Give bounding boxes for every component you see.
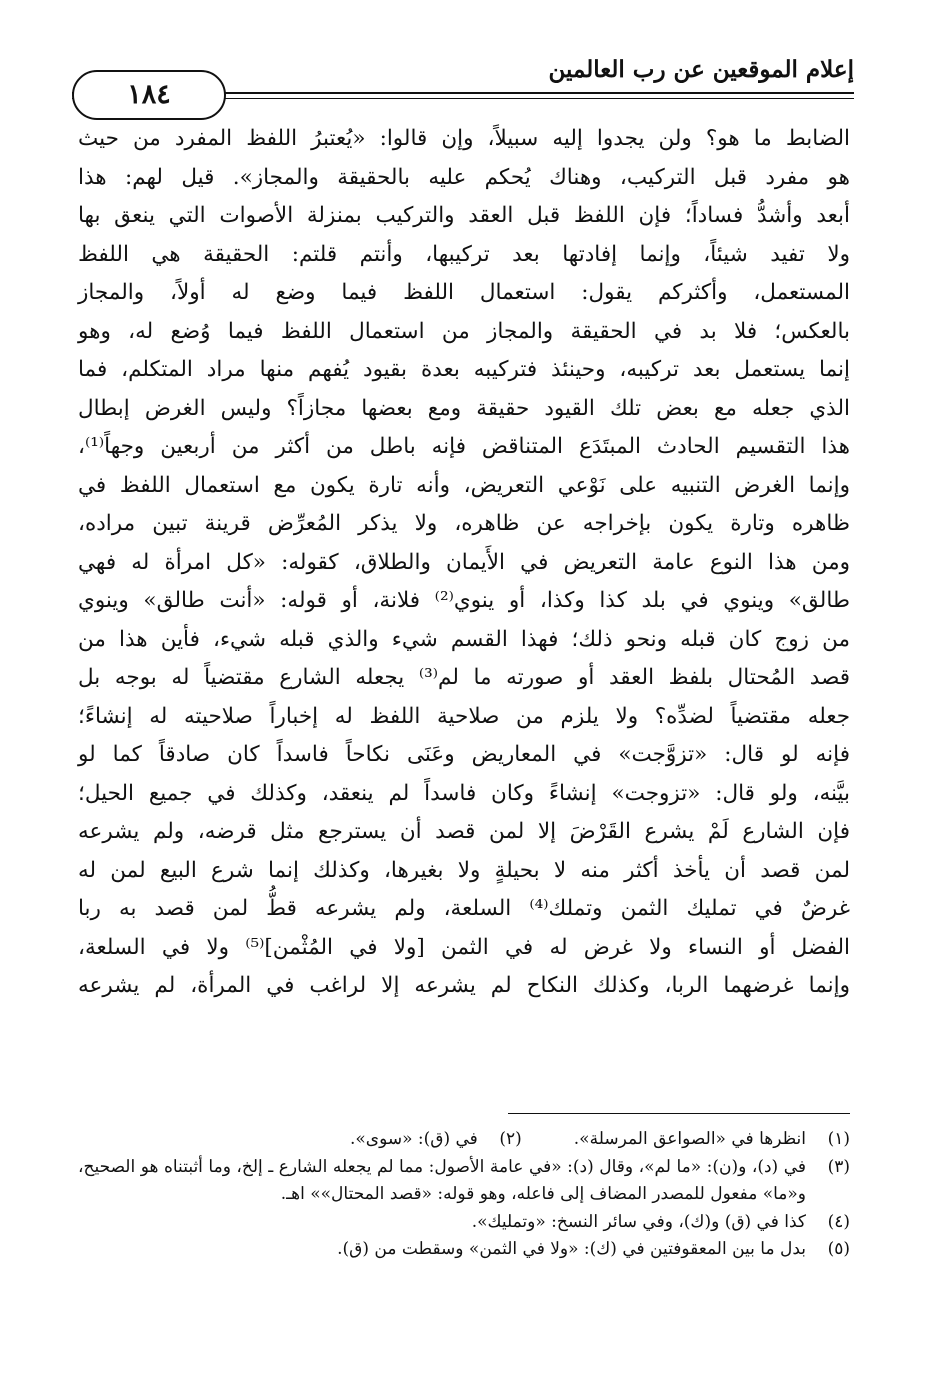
footnote-text: كذا في (ق) و(ك)، وفي سائر النسخ: «وتمليك». xyxy=(471,1211,806,1232)
main-text xyxy=(78,120,850,1006)
text-line: وإنما الغرض التنبيه على نَوْعي التعريض، وأنه تارة يكون مع استعمال اللفظ في xyxy=(78,472,850,498)
text-line: فإن الشارع لَمْ يشرع القَرْضَ إلا لمن قصد أن يسترجع مثل قرضه، ولم يشرعه xyxy=(78,819,850,844)
footnotes xyxy=(78,1126,850,1264)
footnote-text: بدل ما بين المعقوفتين في (ك): «ولا في الثمن» وسقطت من (ق). xyxy=(337,1239,806,1259)
text-line: ومن هذا النوع عامة التعريض في الأَيمان والطلاق، كقوله: «كل امرأة له فهي xyxy=(78,549,850,575)
text-line: إنما يستعمل بعد تركيبه، وحينئذ فتركيبه بعدة بقيود يُفهم منها مراد المتكلم، فما xyxy=(78,357,850,382)
text-line: قصد المُحتال بلفظ العقد أو صورته ما لم⁽³⁾ يجعله الشارع مقتضياً له بوجه بل xyxy=(78,665,850,690)
text-line: ظاهره وتارة يكون بإخراجه عن ظاهره، ولا يذكر المُعرِّض قرينة تبين مراده، xyxy=(78,511,850,536)
text-line: لمن قصد أن يأخذ أكثر منه لا بحيلةٍ ولا بغيرها، وكذلك إنما شرع البيع لمن له xyxy=(78,857,850,883)
text-line: ولا تفيد شيئاً، وإنما إفادتها بعد تركيبها، وأنتم قلتم: الحقيقة هي اللفظ xyxy=(78,241,850,267)
text-line: الفضل أو النساء ولا غرض له في الثمن [ولا في المُثْمن]⁽⁵⁾ ولا في السلعة، xyxy=(78,934,850,960)
text-line: الذي جعله مع بعض تلك القيود حقيقة ومع بعضها مجازاً؟ وليس الغرض إبطال xyxy=(78,395,850,421)
footnote-row-1-2 xyxy=(78,1126,850,1154)
book-title: إعلام الموقعين عن رب العالمين xyxy=(548,56,854,83)
text-line: المستعمل، وأكثركم يقول: استعمال اللفظ فيما وضع له أولاً، والمجاز xyxy=(78,280,850,305)
page-number: ١٨٤ xyxy=(72,70,226,120)
footnote-number: (١) xyxy=(827,1129,850,1149)
footnote-text: في (د)، و(ن): «ما لم»، وقال (د): «في عامة الأصول: مما لم يجعله الشارع ـ إلخ، وما أثبتناه هو الصحيح، و«ما» مفعول للمصدر المضاف إلى فاعله، وهو قوله: «قصد المحتال»» اهـ. xyxy=(78,1156,806,1204)
text-line: هذا التقسيم الحادث المبتَدَع المتناقض فإنه باطل من أكثر من أربعين وجهاً⁽¹⁾، xyxy=(78,434,850,459)
text-line: بالعكس؛ فلا بد في الحقيقة والمجاز من استعمال اللفظ فيما وُضع له، وهو xyxy=(78,318,850,344)
text-line: غرضٌ في تمليك الثمن وتملك⁽⁴⁾ السلعة، ولم يشرعه قطُّ لمن قصد به ربا xyxy=(78,896,850,921)
text-line: طالق» وينوي في بلد كذا وكذا، أو ينوي⁽²⁾ فلانة، أو قوله: «أنت طالق» وينوي xyxy=(78,588,850,613)
footnote-1 xyxy=(574,1126,850,1154)
footnote-number: (٢) xyxy=(499,1129,522,1149)
footnote-3 xyxy=(78,1154,850,1209)
footnote-number: (٤) xyxy=(827,1211,850,1232)
footnote-4 xyxy=(78,1209,850,1237)
footnote-number: (٥) xyxy=(827,1239,850,1259)
footnote-text: انظرها في «الصواعق المرسلة». xyxy=(573,1129,806,1149)
text-line: أبعد وأشدُّ فساداً؛ فإن اللفظ قبل العقد والتركيب بمنزلة الأصوات التي ينعق بها xyxy=(78,203,850,228)
text-line: الضابط ما هو؟ ولن يجدوا إليه سبيلاً، وإن قالوا: «يُعتبرُ اللفظ المفرد من حيث xyxy=(78,126,850,151)
text-line: جعله مقتضياً لضدِّه؟ ولا يلزم من صلاحية اللفظ له إخباراً صلاحيته له إنشاءً؛ xyxy=(78,703,850,729)
footnote-text: في (ق): «سوى». xyxy=(349,1129,478,1149)
text-line: وإنما غرضهما الربا، وكذلك النكاح لم يشرعه إلا لراغب في المرأة، لم يشرعه xyxy=(78,973,850,998)
footnote-5 xyxy=(78,1236,850,1264)
text-line: فإنه لو قال: «تزوَّجت» في المعاريض وعَنَى نكاحاً فاسداً كان صادقاً كما لو xyxy=(78,742,850,767)
running-header xyxy=(72,48,854,108)
text-line: بيَّنه، ولو قال: «تزوجت» إنشاءً وكان فاسداً لم ينعقد، وكذلك في جميع الحيل؛ xyxy=(78,780,850,806)
footnote-separator xyxy=(508,1113,850,1114)
footnote-2 xyxy=(350,1126,522,1154)
text-line: هو مفرد قبل التركيب، وهناك يُحكم عليه بالحقيقة والمجاز». قيل لهم: هذا xyxy=(78,164,850,190)
footnote-number: (٣) xyxy=(827,1156,850,1177)
text-line: من زوج كان قبله ونحو ذلك؛ فهذا القسم شيء والذي قبله شيء، فأين هذا من xyxy=(78,626,850,652)
